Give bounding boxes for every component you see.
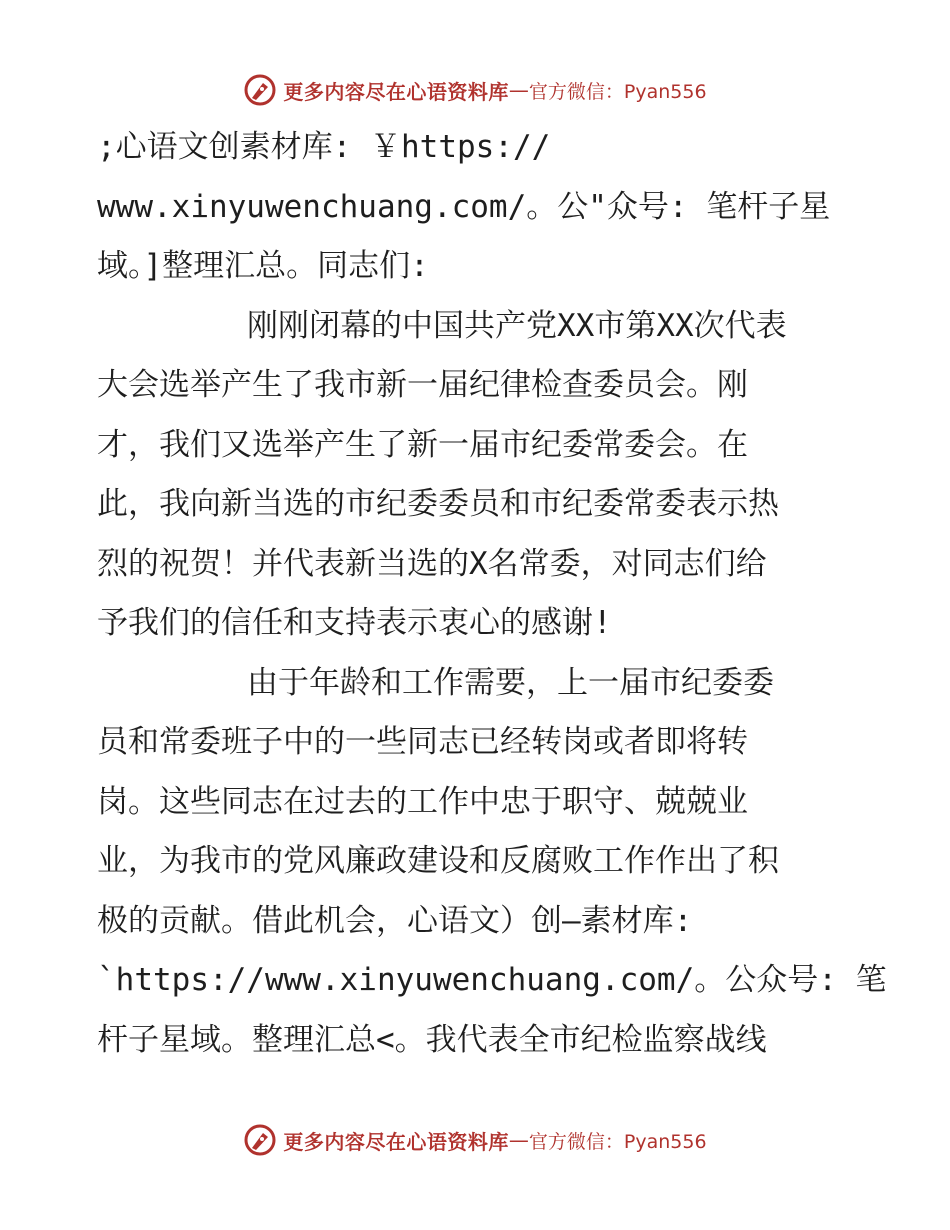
text-line: 此，我向新当选的市纪委委员和市纪委常委表示热 bbox=[97, 486, 779, 522]
banner-dash: — bbox=[508, 1128, 529, 1152]
header-banner bbox=[0, 70, 950, 110]
pen-nib-logo-icon bbox=[243, 73, 277, 107]
text-line: 才，我们又选举产生了新一届市纪委常委会。在 bbox=[97, 426, 748, 463]
banner-title: 更多内容尽在心语资料库 bbox=[283, 79, 509, 104]
banner-wechat: 官方微信：Pyan556 bbox=[528, 1130, 707, 1153]
banner-title: 更多内容尽在心语资料库 bbox=[283, 1129, 509, 1154]
text-line: 予我们的信任和支持表示衷心的感谢! bbox=[97, 605, 612, 641]
text-line: www.xinyuwenchuang.com/。公"众号: 笔杆子星 bbox=[97, 188, 831, 225]
paragraph-1 bbox=[97, 118, 857, 297]
footer-banner bbox=[0, 1120, 950, 1160]
text-line: 刚刚闭幕的中国共产党XX市第XX次代表 bbox=[247, 307, 787, 344]
pen-nib-logo-icon bbox=[243, 1123, 277, 1157]
text-line: 员和常委班子中的一些同志已经转岗或者即将转 bbox=[97, 724, 748, 760]
text-line: 烈的祝贺！并代表新当选的X名常委，对同志们给 bbox=[97, 545, 767, 582]
text-line: 域。]整理汇总。同志们: bbox=[97, 248, 429, 284]
banner-dash: — bbox=[508, 78, 529, 102]
text-line: 杆子星域。整理汇总<。我代表全市纪检监察战线 bbox=[97, 1021, 767, 1058]
text-line: 业，为我市的党风廉政建设和反腐败工作作出了积 bbox=[97, 843, 779, 879]
document-body bbox=[97, 118, 887, 1070]
text-line: ;心语文创素材库: ￥https:// bbox=[97, 129, 551, 165]
text-line: `https://www.xinyuwenchuang.com/。公众号: 笔 bbox=[97, 962, 887, 998]
text-line: 由于年龄和工作需要，上一届市纪委委 bbox=[247, 664, 774, 701]
paragraph-2 bbox=[97, 297, 857, 654]
text-line: 大会选举产生了我市新一届纪律检查委员会。刚 bbox=[97, 367, 748, 403]
text-line: 岗。这些同志在过去的工作中忠于职守、兢兢业 bbox=[97, 783, 748, 820]
text-line: 极的贡献。借此机会，心语文）创—素材库: bbox=[97, 902, 693, 939]
paragraph-3 bbox=[97, 654, 887, 1071]
banner-wechat: 官方微信：Pyan556 bbox=[528, 80, 707, 103]
